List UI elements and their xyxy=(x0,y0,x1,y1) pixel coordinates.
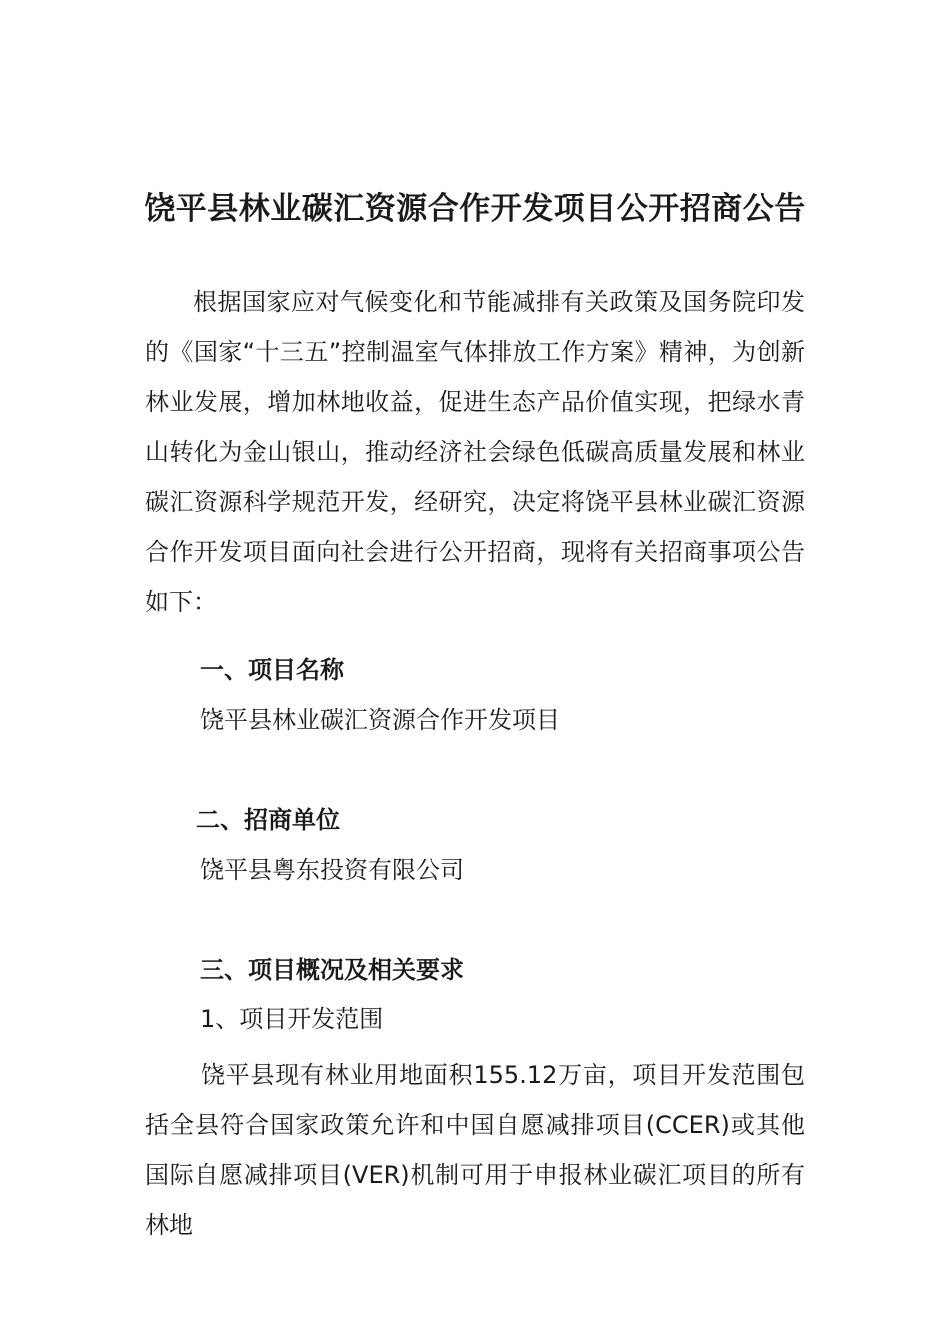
section-heading-project-overview: 三、项目概况及相关要求 xyxy=(200,956,464,984)
section-body-investment-unit: 饶平县粤东投资有限公司 xyxy=(200,856,464,884)
page-title: 饶平县林业碳汇资源合作开发项目公开招商公告 xyxy=(144,190,806,227)
subsection-heading-development-scope: 1、项目开发范围 xyxy=(200,1005,384,1033)
section-heading-investment-unit: 二、招商单位 xyxy=(196,806,340,834)
scope-paragraph: 饶平县现有林业用地面积155.12万亩，项目开发范围包括全县符合国家政策允许和中国自愿减排项目(CCER)或其他国际自愿减排项目(VER)机制可用于申报林业碳汇项目的所有林地 xyxy=(145,1061,805,1239)
section-body-project-name: 饶平县林业碳汇资源合作开发项目 xyxy=(200,706,560,734)
section-heading-project-name: 一、项目名称 xyxy=(200,656,344,684)
intro-paragraph: 根据国家应对气候变化和节能减排有关政策及国务院印发的《国家“十三五”控制温室气体排放工作方案》精神，为创新林业发展，增加林地收益，促进生态产品价值实现，把绿水青山转化为金山银山，推动经济社会绿色低碳高质量发展和林业碳汇资源科学规范开发，经研究，决定将饶平县林业碳汇资源合作开发项目面向社会进行公开招商，现将有关招商事项公告如下： xyxy=(145,288,805,616)
